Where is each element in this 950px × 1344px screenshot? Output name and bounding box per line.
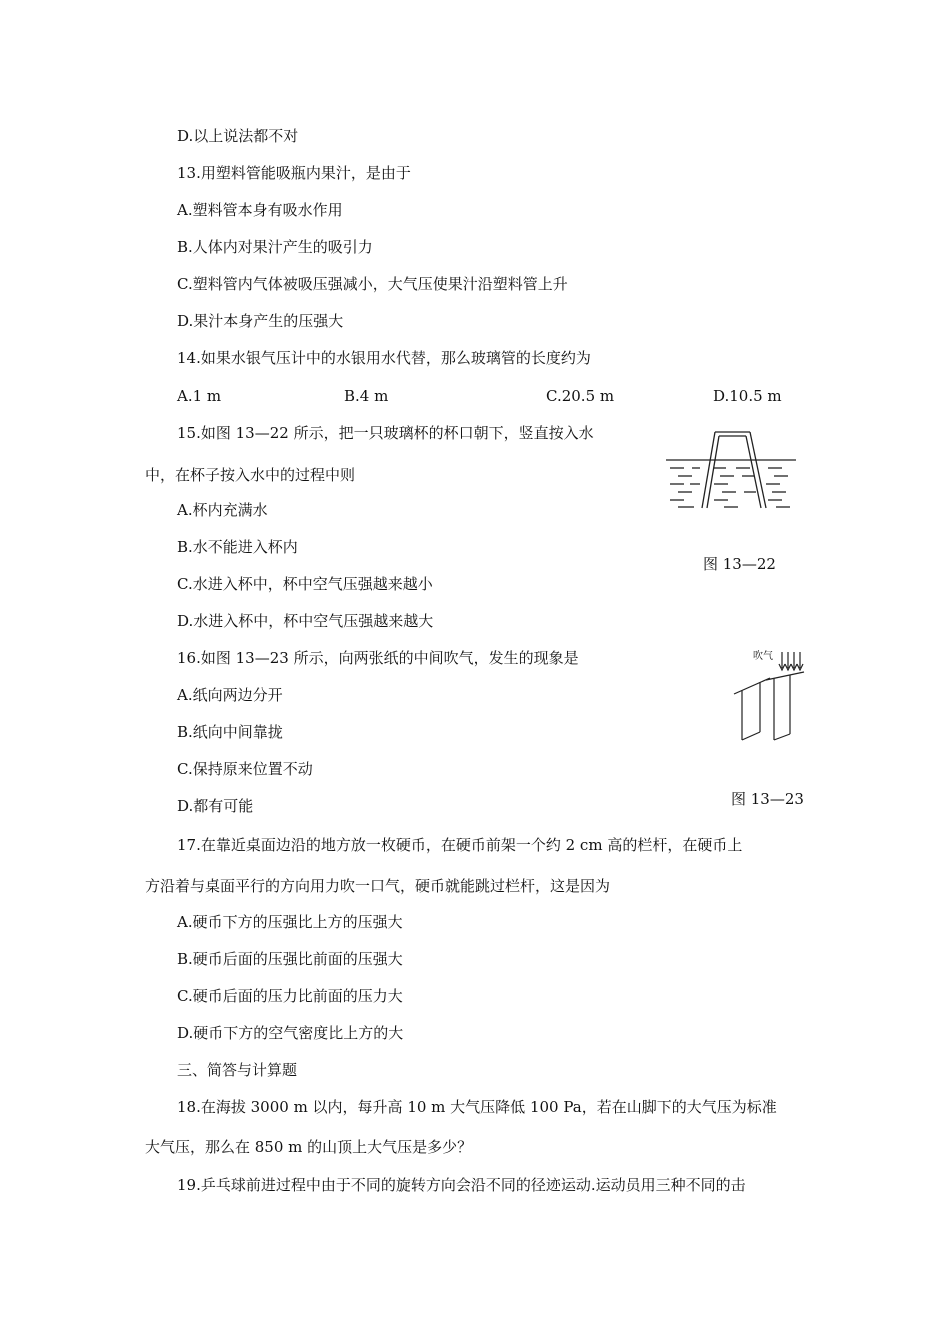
figure-13-23-caption: 图 13—23 bbox=[731, 790, 804, 808]
question-14-option-b: B.4 m bbox=[344, 387, 389, 405]
question-17-option-a: A.硬币下方的压强比上方的压强大 bbox=[177, 913, 403, 931]
question-15-option-b: B.水不能进入杯内 bbox=[177, 538, 298, 556]
question-19-stem-line1: 19.乒乓球前进过程中由于不同的旋转方向会沿不同的径迹运动.运动员用三种不同的击 bbox=[177, 1176, 746, 1194]
question-16-option-b: B.纸向中间靠拢 bbox=[177, 723, 283, 741]
question-13-option-a: A.塑料管本身有吸水作用 bbox=[177, 201, 343, 219]
question-14-option-d: D.10.5 m bbox=[713, 387, 782, 405]
question-15-stem-line2: 中，在杯子按入水中的过程中则 bbox=[145, 466, 356, 484]
figure-13-22-caption: 图 13—22 bbox=[703, 555, 776, 573]
question-16-stem: 16.如图 13—23 所示，向两张纸的中间吹气，发生的现象是 bbox=[177, 649, 579, 667]
question-15-option-c: C.水进入杯中，杯中空气压强越来越小 bbox=[177, 575, 433, 593]
question-18-stem-line2: 大气压，那么在 850 m 的山顶上大气压是多少？ bbox=[145, 1138, 473, 1156]
question-13-stem: 13.用塑料管能吸瓶内果汁，是由于 bbox=[177, 164, 411, 182]
question-12-option-d: D.以上说法都不对 bbox=[177, 127, 299, 145]
figure-13-23-blow-label: 吹气 bbox=[753, 651, 773, 662]
question-17-stem-line2: 方沿着与桌面平行的方向用力吹一口气，硬币就能跳过栏杆，这是因为 bbox=[145, 877, 611, 895]
figure-13-23-paper-sheets bbox=[730, 648, 810, 746]
question-15-option-a: A.杯内充满水 bbox=[177, 501, 268, 519]
question-16-option-d: D.都有可能 bbox=[177, 797, 254, 815]
question-18-stem-line1: 18.在海拔 3000 m 以内，每升高 10 m 大气压降低 100 Pa，若在山脚下的大气压为标准 bbox=[177, 1098, 777, 1116]
question-15-option-d: D.水进入杯中，杯中空气压强越来越大 bbox=[177, 612, 434, 630]
question-14-option-c: C.20.5 m bbox=[546, 387, 615, 405]
question-17-option-d: D.硬币下方的空气密度比上方的大 bbox=[177, 1024, 404, 1042]
question-13-option-b: B.人体内对果汁产生的吸引力 bbox=[177, 238, 373, 256]
figure-13-22-glass-in-water bbox=[664, 426, 798, 514]
question-17-option-c: C.硬币后面的压力比前面的压力大 bbox=[177, 987, 403, 1005]
question-14-option-a: A.1 m bbox=[177, 387, 222, 405]
question-16-option-c: C.保持原来位置不动 bbox=[177, 760, 313, 778]
question-13-option-d: D.果汁本身产生的压强大 bbox=[177, 312, 344, 330]
question-17-stem-line1: 17.在靠近桌面边沿的地方放一枚硬币，在硬币前架一个约 2 cm 高的栏杆，在硬币上 bbox=[177, 836, 743, 854]
question-14-stem: 14.如果水银气压计中的水银用水代替，那么玻璃管的长度约为 bbox=[177, 349, 591, 367]
question-15-stem-line1: 15.如图 13—22 所示，把一只玻璃杯的杯口朝下，竖直按入水 bbox=[177, 424, 594, 442]
question-16-option-a: A.纸向两边分开 bbox=[177, 686, 283, 704]
question-13-option-c: C.塑料管内气体被吸压强减小，大气压使果汁沿塑料管上升 bbox=[177, 275, 568, 293]
section-3-title: 三、简答与计算题 bbox=[177, 1061, 298, 1079]
question-17-option-b: B.硬币后面的压强比前面的压强大 bbox=[177, 950, 403, 968]
